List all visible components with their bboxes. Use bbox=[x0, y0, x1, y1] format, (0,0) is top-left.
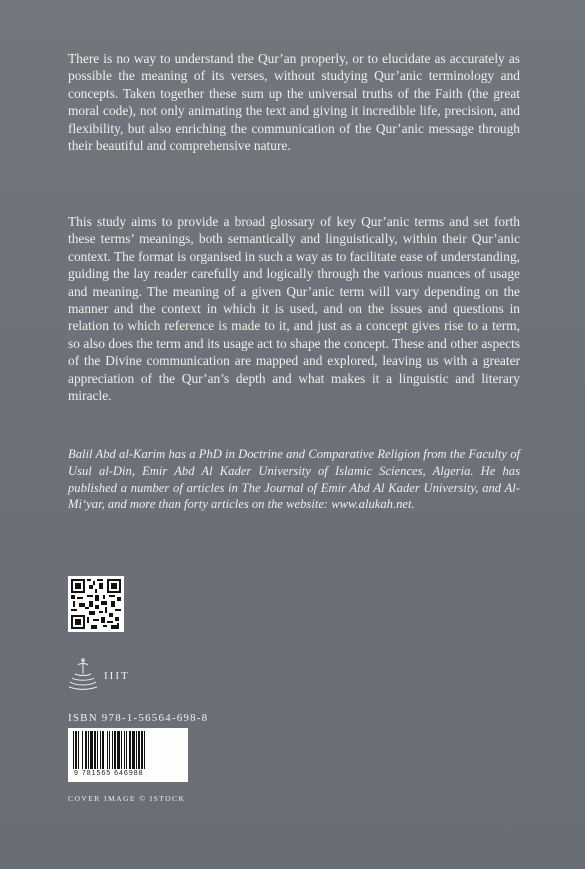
publisher-name: IIIT bbox=[104, 670, 130, 682]
description-paragraph-1: There is no way to understand the Qur’an properly, or to elucidate as accurately as possible the meaning of its verses, without studying Qur’anic terminology and concepts. Taken together these sum up the universal truths of the Faith (the great moral code), not only animating the text and giving it incredible life, precision, and flexibility, but also enriching the communication of the Qur’anic message through their beautiful and comprehensive nature. bbox=[68, 51, 520, 154]
barcode-bars bbox=[72, 731, 184, 769]
qr-code-graphic bbox=[71, 579, 121, 629]
iiit-logo-icon bbox=[66, 656, 100, 692]
barcode-icon bbox=[68, 728, 188, 782]
barcode-digits: 9 781565 646988 bbox=[74, 770, 144, 777]
author-bio: Balil Abd al-Karim has a PhD in Doctrine and Comparative Religion from the Faculty of Usul al-Din, Emir Abd Al Kader University of Islamic Sciences, Algeria. He has published a number of articles in The Journal of Emir Abd Al Kader University, and Al-Mi‘yar, and more than forty articles on the website: www.alukah.net. bbox=[68, 447, 520, 512]
cover-image-credit: COVER IMAGE © ISTOCK bbox=[68, 794, 186, 803]
isbn-number: ISBN 978-1-56564-698-8 bbox=[68, 712, 209, 724]
qr-code-icon bbox=[68, 576, 124, 632]
description-paragraph-2: This study aims to provide a broad glossary of key Qur’anic terms and set forth these terms’ meanings, both semantically and linguistically, within their Qur’anic context. The format is organised in such a way as to facilitate ease of understanding, guiding the lay reader carefully and logically through the various nuances of usage and meaning. The meaning of a given Qur’anic term will vary depending on the manner and the context in which it is used, and on the issues and questions in relation to which reference is made to it, and just as a concept gives rise to a term, so also does the term and its usage act to shape the concept. These and other aspects of the Divine communication are mapped and explored, leaving us with a greater appreciation of the Qur’an’s depth and what makes it a linguistic and literary miracle. bbox=[68, 214, 520, 404]
